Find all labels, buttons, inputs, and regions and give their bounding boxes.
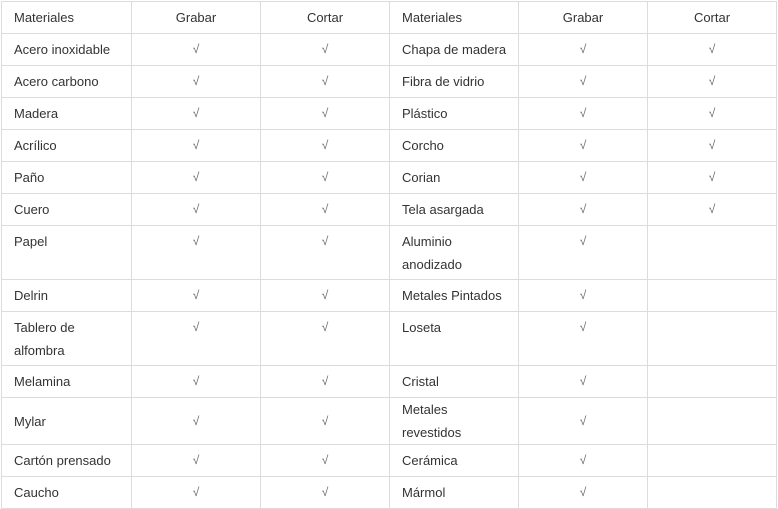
cut-check-right: [648, 366, 777, 398]
cut-check-right: [648, 398, 777, 445]
cut-check-left: √: [261, 130, 390, 162]
engrave-check-right: √: [519, 34, 648, 66]
material-name-right: Loseta: [390, 312, 519, 366]
cut-check-left: √: [261, 162, 390, 194]
engrave-check-left: √: [132, 312, 261, 366]
cut-check-right: √: [648, 130, 777, 162]
material-name-right: Plástico: [390, 98, 519, 130]
engrave-check-left: √: [132, 226, 261, 280]
cut-check-left: √: [261, 366, 390, 398]
material-name-right: Tela asargada: [390, 194, 519, 226]
cut-check-left: √: [261, 226, 390, 280]
header-row: [2, 2, 777, 34]
material-name-left: Delrin: [2, 280, 132, 312]
header-materiales-left: Materiales: [2, 2, 132, 34]
engrave-check-left: √: [132, 130, 261, 162]
table-row: [2, 312, 777, 366]
engrave-check-right: √: [519, 398, 648, 445]
cut-check-left: √: [261, 312, 390, 366]
material-name-right: Aluminio anodizado: [390, 226, 519, 280]
material-name-right: Corcho: [390, 130, 519, 162]
material-name-right: Corian: [390, 162, 519, 194]
engrave-check-left: √: [132, 34, 261, 66]
table-row: [2, 398, 777, 445]
header-materiales-right: Materiales: [390, 2, 519, 34]
engrave-check-left: √: [132, 366, 261, 398]
material-name-right: Mármol: [390, 477, 519, 509]
table-row: [2, 162, 777, 194]
table-row: [2, 194, 777, 226]
engrave-check-right: √: [519, 445, 648, 477]
cut-check-left: √: [261, 98, 390, 130]
material-name-left: Paño: [2, 162, 132, 194]
material-name-left: Papel: [2, 226, 132, 280]
table-row: [2, 445, 777, 477]
engrave-check-left: √: [132, 445, 261, 477]
cut-check-right: [648, 445, 777, 477]
cut-check-left: √: [261, 398, 390, 445]
engrave-check-right: √: [519, 162, 648, 194]
engrave-check-right: √: [519, 98, 648, 130]
cut-check-right: [648, 280, 777, 312]
table-row: [2, 280, 777, 312]
engrave-check-left: √: [132, 194, 261, 226]
table-row: [2, 366, 777, 398]
cut-check-left: √: [261, 66, 390, 98]
header-cortar-left: Cortar: [261, 2, 390, 34]
header-grabar-left: Grabar: [132, 2, 261, 34]
material-name-right: Cristal: [390, 366, 519, 398]
engrave-check-right: √: [519, 366, 648, 398]
material-name-left: Acero carbono: [2, 66, 132, 98]
material-name-right: Chapa de madera: [390, 34, 519, 66]
engrave-check-left: √: [132, 398, 261, 445]
table-row: [2, 66, 777, 98]
cut-check-left: √: [261, 280, 390, 312]
cut-check-left: √: [261, 194, 390, 226]
cut-check-right: √: [648, 98, 777, 130]
cut-check-right: √: [648, 162, 777, 194]
engrave-check-left: √: [132, 477, 261, 509]
cut-check-right: √: [648, 66, 777, 98]
cut-check-left: √: [261, 445, 390, 477]
material-name-left: Tablero de alfombra: [2, 312, 132, 366]
table-row: [2, 34, 777, 66]
table-row: [2, 98, 777, 130]
engrave-check-right: √: [519, 194, 648, 226]
cut-check-right: √: [648, 34, 777, 66]
materials-table: [1, 1, 777, 509]
engrave-check-right: √: [519, 280, 648, 312]
material-name-left: Caucho: [2, 477, 132, 509]
engrave-check-right: √: [519, 226, 648, 280]
engrave-check-right: √: [519, 312, 648, 366]
table-row: [2, 130, 777, 162]
engrave-check-right: √: [519, 130, 648, 162]
engrave-check-left: √: [132, 66, 261, 98]
material-name-left: Acero inoxidable: [2, 34, 132, 66]
engrave-check-right: √: [519, 477, 648, 509]
cut-check-left: √: [261, 477, 390, 509]
material-name-left: Melamina: [2, 366, 132, 398]
material-name-left: Acrílico: [2, 130, 132, 162]
engrave-check-left: √: [132, 162, 261, 194]
material-name-left: Cuero: [2, 194, 132, 226]
material-name-right: Metales revestidos: [390, 398, 519, 445]
material-name-right: Fibra de vidrio: [390, 66, 519, 98]
material-name-right: Cerámica: [390, 445, 519, 477]
material-name-left: Madera: [2, 98, 132, 130]
cut-check-right: √: [648, 194, 777, 226]
header-grabar-right: Grabar: [519, 2, 648, 34]
engrave-check-left: √: [132, 98, 261, 130]
cut-check-right: [648, 312, 777, 366]
material-name-left: Mylar: [2, 398, 132, 445]
header-cortar-right: Cortar: [648, 2, 777, 34]
cut-check-left: √: [261, 34, 390, 66]
engrave-check-right: √: [519, 66, 648, 98]
table-row: [2, 226, 777, 280]
engrave-check-left: √: [132, 280, 261, 312]
material-name-left: Cartón prensado: [2, 445, 132, 477]
material-name-right: Metales Pintados: [390, 280, 519, 312]
cut-check-right: [648, 226, 777, 280]
